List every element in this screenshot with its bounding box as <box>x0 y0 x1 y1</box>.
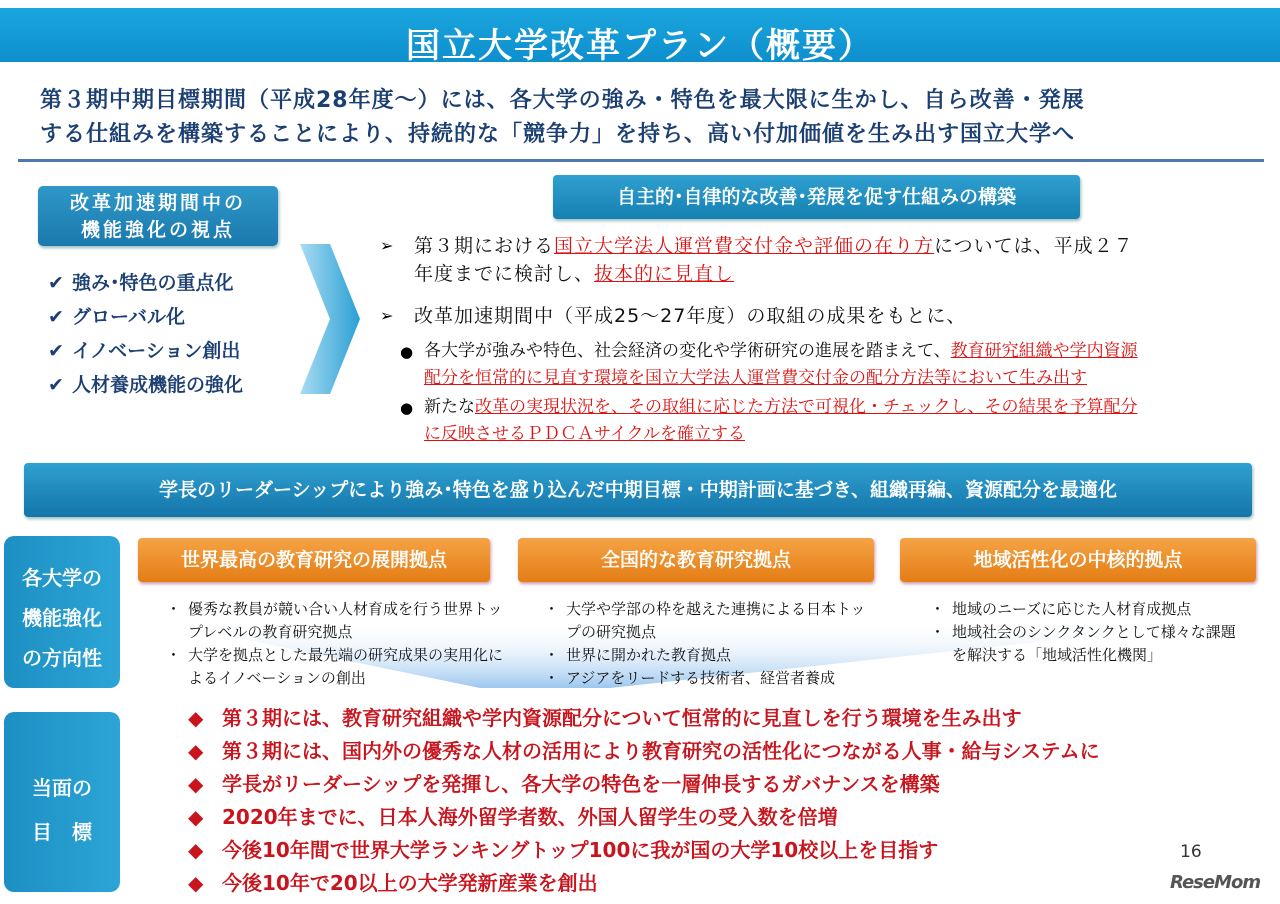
mechanism-bullet-2: 改革加速期間中（平成25～27年度）の取組の成果をもとに、 <box>414 305 967 327</box>
mechanism-sub-bullet-1: 各大学が強みや特色、社会経済の変化や学術研究の進展を踏まえて、教育研究組織や学内資源 配分を恒常的に見直す環境を国立大学法人運営費交付金の配分方法等において生み出す <box>424 341 1138 388</box>
column-list-regional <box>930 598 1250 667</box>
diamond-icon: ◆ <box>188 739 204 763</box>
intro-text <box>40 84 1250 152</box>
viewpoint-box <box>38 186 278 246</box>
highlight-text: 改革の実現状況を、その取組に応じた方法で可視化・チェックし、その結果を予算配分 <box>475 397 1138 417</box>
diamond-icon: ◆ <box>188 772 204 796</box>
intro-line-2: する仕組みを構築することにより、持続的な「競争力」を持ち、高い付加価値を生み出す国立大学へ <box>40 122 1076 147</box>
diamond-icon: ◆ <box>188 706 204 730</box>
diamond-icon: ◆ <box>188 838 204 862</box>
page-number: 16 <box>1180 842 1202 862</box>
highlight-text: 抜本的に見直し <box>594 263 735 285</box>
viewpoint-title-line-1: 改革加速期間中の <box>69 192 246 214</box>
goal-label-box: 当面の 目 標 <box>4 712 120 892</box>
list-item: ・ 大学を拠点とした最先端の研究成果の実用化によるイノベーションの創出 <box>166 644 506 690</box>
right-arrow-icon <box>300 244 360 394</box>
goal-item: ◆ 今後10年で20以上の大学発新産業を創出 <box>188 867 1100 900</box>
goal-item: ◆ 第３期には、国内外の優秀な人材の活用により教育研究の活性化につながる人事・給与システムに <box>188 735 1100 768</box>
highlight-text: に反映させるＰＤＣＡサイクルを確立する <box>424 424 745 444</box>
goals-list <box>188 702 1100 900</box>
highlight-text: 配分を恒常的に見直す環境を国立大学法人運営費交付金の配分方法等において生み出す <box>424 368 1087 388</box>
list-item: ・ アジアをリードする技術者、経営者養成 <box>544 667 876 690</box>
goal-item: ◆ 第３期には、教育研究組織や学内資源配分について恒常的に見直しを行う環境を生み出す <box>188 702 1100 735</box>
column-header-national: 全国的な教育研究拠点 <box>518 538 874 582</box>
list-item: ・ 大学や学部の枠を越えた連携による日本トップの研究拠点 <box>544 598 876 644</box>
viewpoint-item: ✔ 強み･特色の重点化 <box>48 266 243 300</box>
mechanism-header: 自主的･自律的な改善･発展を促す仕組みの構築 <box>553 175 1080 219</box>
viewpoint-title-line-2: 機能強化の視点 <box>80 219 235 241</box>
goal-item: ◆ 今後10年間で世界大学ランキングトップ100に我が国の大学10校以上を目指す <box>188 834 1100 867</box>
viewpoint-item: ✔ 人材養成機能の強化 <box>48 368 243 402</box>
column-list-national <box>544 598 876 690</box>
leadership-banner: 学長のリーダーシップにより強み･特色を盛り込んだ中期目標・中期計画に基づき、組織再編、資源配分を最適化 <box>24 463 1252 517</box>
column-list-world <box>166 598 506 690</box>
list-item: ・ 優秀な教員が競い合い人材育成を行う世界トップレベルの教育研究拠点 <box>166 598 506 644</box>
page-title: 国立大学改革プラン（概要） <box>406 26 874 66</box>
goal-item: ◆ 2020年までに、日本人海外留学者数、外国人留学生の受入数を倍増 <box>188 801 1100 834</box>
list-item: ・ 地域のニーズに応じた人材育成拠点 <box>930 598 1250 621</box>
intro-line-1: 第３期中期目標期間（平成28年度～）には、各大学の強み・特色を最大限に生かし、自ら改善・発展 <box>40 88 1085 113</box>
check-icon: ✔ <box>48 374 64 396</box>
arrow-bullet-icon: ➢ <box>380 306 394 325</box>
diamond-icon: ◆ <box>188 805 204 829</box>
title-bar <box>0 8 1280 66</box>
mechanism-bullet-1: 第３期における国立大学法人運営費交付金や評価の在り方については、平成２７ 年度までに検討し、抜本的に見直し <box>414 235 1134 285</box>
column-header-world: 世界最高の教育研究の展開拠点 <box>138 538 490 582</box>
resemom-logo: ReseMom <box>1170 872 1261 893</box>
check-icon: ✔ <box>48 340 64 362</box>
goal-item: ◆ 学長がリーダーシップを発揮し、各大学の特色を一層伸長するガバナンスを構築 <box>188 768 1100 801</box>
highlight-text: 教育研究組織や学内資源 <box>950 341 1138 361</box>
direction-label-box: 各大学の 機能強化 の方向性 <box>4 536 120 688</box>
arrow-bullet-icon: ➢ <box>380 236 394 255</box>
list-item: ・ 世界に開かれた教育拠点 <box>544 644 876 667</box>
viewpoint-item: ✔ イノベーション創出 <box>48 334 243 368</box>
highlight-text: 国立大学法人運営費交付金や評価の在り方 <box>554 235 935 257</box>
diamond-icon: ◆ <box>188 871 204 895</box>
check-icon: ✔ <box>48 272 64 294</box>
intro-divider <box>18 159 1264 162</box>
viewpoint-item: ✔ グローバル化 <box>48 300 243 334</box>
dot-bullet-icon: ● <box>400 343 414 361</box>
viewpoint-list <box>48 266 243 402</box>
dot-bullet-icon: ● <box>400 399 414 417</box>
check-icon: ✔ <box>48 306 64 328</box>
list-item: ・ 地域社会のシンクタンクとして様々な課題を解決する「地域活性化機関」 <box>930 621 1250 667</box>
mechanism-sub-bullet-2: 新たな改革の実現状況を、その取組に応じた方法で可視化・チェックし、その結果を予算配分 に反映させるＰＤＣＡサイクルを確立する <box>424 397 1138 444</box>
column-header-regional: 地域活性化の中核的拠点 <box>900 538 1256 582</box>
